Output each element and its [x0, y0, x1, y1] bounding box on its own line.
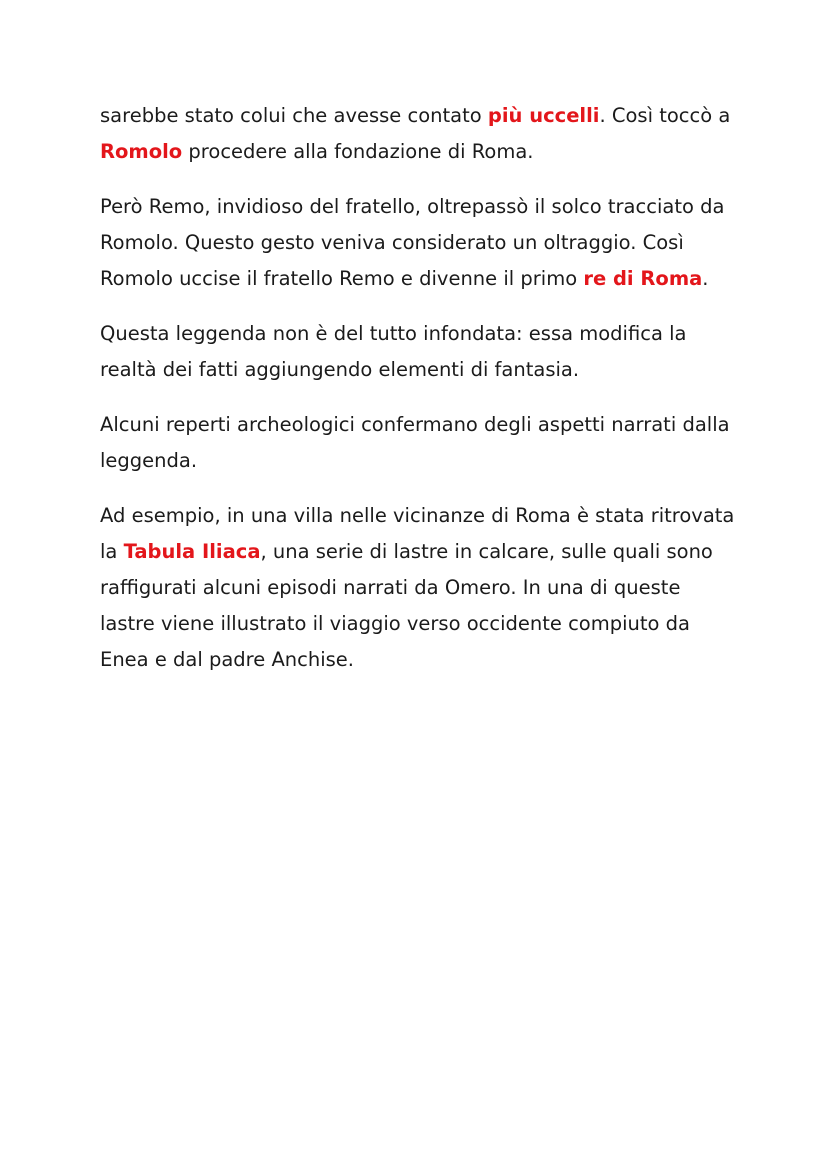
paragraph-5-text-a: Ad esempio, in una villa nelle vicinanze di Roma è stata ritrovata la [100, 504, 735, 563]
document-body [100, 98, 740, 697]
paragraph-3: Questa leggenda non è del tutto infondata: essa modifica la realtà dei fatti aggiungendo elementi di fantasia. [100, 322, 687, 381]
paragraph-2 [100, 189, 740, 297]
highlight-tabula-iliaca: Tabula Iliaca [123, 540, 261, 563]
paragraph-4: Alcuni reperti archeologici confermano degli aspetti narrati dalla leggenda. [100, 413, 730, 472]
paragraph-1-text-b: . Così toccò a [599, 104, 731, 127]
paragraph-1-text-c: procedere alla fondazione di Roma. [182, 140, 534, 163]
paragraph-1-text-a: sarebbe stato colui che avesse contato [100, 104, 488, 127]
paragraph-1 [100, 98, 740, 170]
paragraph-2-text-b: . [702, 267, 709, 290]
highlight-re-di-roma: re di Roma [583, 267, 703, 290]
paragraph-5-text-b: , una serie di lastre in calcare, sulle quali sono raffigurati alcuni episodi narrati da Omero. In una di queste lastre viene illustrato il viaggio verso occidente compiuto da Enea e dal padre Anchise. [100, 540, 713, 671]
paragraph-5 [100, 498, 740, 678]
highlight-piu-uccelli: più uccelli [487, 104, 600, 127]
highlight-romolo: Romolo [100, 140, 183, 163]
paragraph-2-text-a: Però Remo, invidioso del fratello, oltrepassò il solco tracciato da Romolo. Questo gesto veniva considerato un oltraggio. Così Romolo uccise il fratello Remo e divenne il primo [100, 195, 725, 290]
